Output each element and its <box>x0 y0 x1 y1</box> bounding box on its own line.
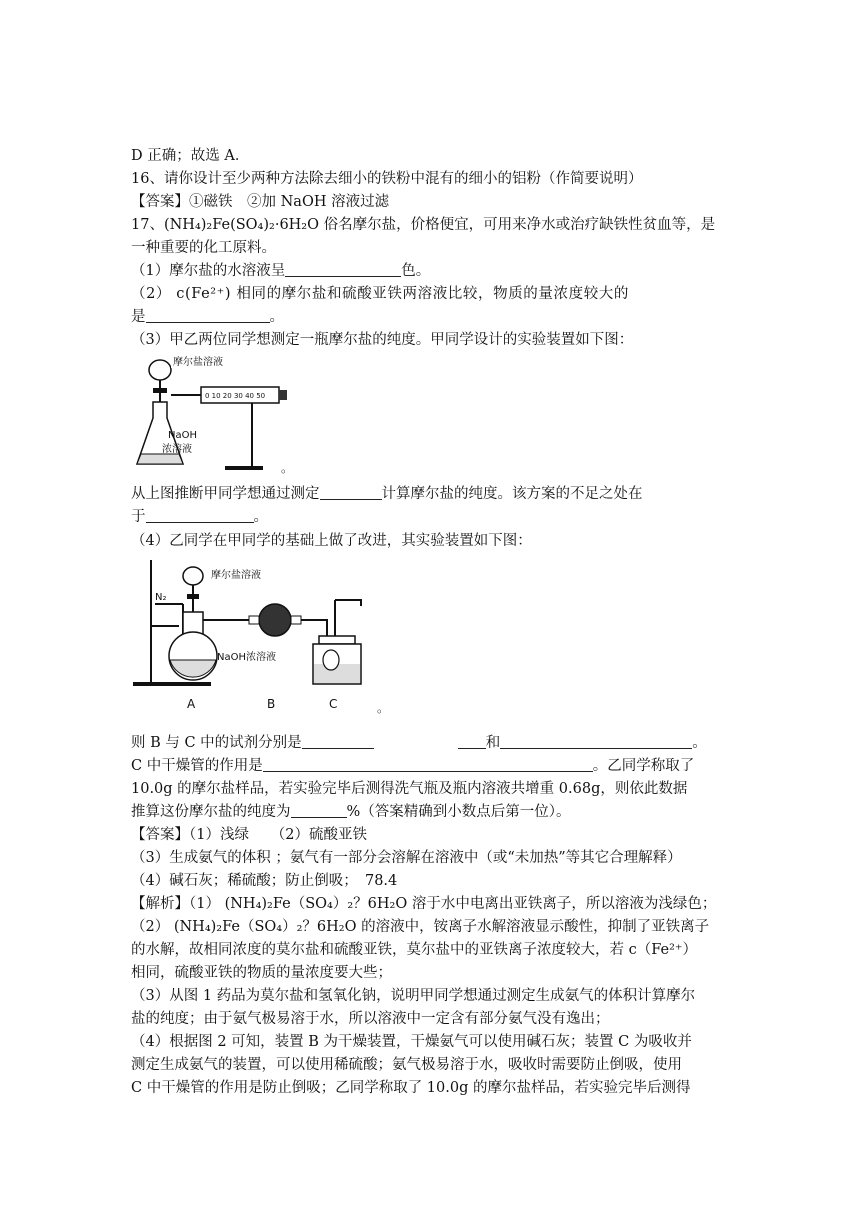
question-17-4-cont2 <box>131 756 731 776</box>
answer-blank[interactable] <box>302 734 374 749</box>
analysis-1: 【解析】（1） (NH₄)₂Fe（SO₄）₂？6H₂O 溶于水中电离出亚铁离子，所以溶液为浅绿色； <box>131 896 717 912</box>
question-17-3: （3）甲乙两位同学想测定一瓶摩尔盐的纯度。甲同学设计的实验装置如下图： <box>131 332 634 348</box>
drying-tube <box>259 604 291 636</box>
text-line: D 正确；故选 A． <box>131 148 250 164</box>
analysis-3: （3）从图 1 药品为莫尔盐和氢氧化钠，说明甲同学想通过测定生成氨气的体积计算摩尔 <box>131 988 696 1004</box>
drying-tube-end <box>249 616 259 624</box>
flask-liquid <box>137 454 183 464</box>
syringe-plunger <box>279 390 287 400</box>
text-line: 测定生成氨气的装置，可以使用稀硫酸；氨气极易溶于水，吸收时需要防止倒吸，使用 <box>131 1057 682 1073</box>
question-17-4-cont3 <box>131 802 731 822</box>
label-a: A <box>187 697 196 711</box>
analysis-4: （4）根据图 2 可知，装置 B 为干燥装置，干燥氨气可以使用碱石灰；装置 C 为吸收并 <box>131 1034 692 1050</box>
answer-blank[interactable] <box>291 803 347 818</box>
label-b: B <box>267 697 276 711</box>
text-segment: 。 <box>269 309 284 325</box>
analysis-2: （2） (NH₄)₂Fe（SO₄）₂？6H₂O 的溶液中，铵离子水解溶液显示酸性，抑制了亚铁离子 <box>131 919 710 935</box>
answer-16: 【答案】①磁铁 ②加 NaOH 溶液过滤 <box>131 194 390 210</box>
text-segment: 色。 <box>401 263 431 279</box>
answer-17-3: （3）生成氨气的体积 ；氨气有一部分会溶解在溶液中（或“未加热”等其它合理解释） <box>131 850 682 866</box>
label-mohr-salt: 摩尔盐溶液 <box>211 570 261 581</box>
question-17-4-cont <box>131 733 731 753</box>
question-16: 16、请你设计至少两种方法除去细小的铁粉中混有的细小的铝粉（作简要说明） <box>131 171 643 187</box>
label-c: C <box>329 697 338 711</box>
answer-blank[interactable] <box>146 508 254 523</box>
label-n2: N₂ <box>155 592 167 603</box>
answer-blank[interactable] <box>285 262 401 277</box>
answer-blank[interactable] <box>263 757 593 772</box>
apparatus-figure-1 <box>131 352 301 474</box>
separatory-funnel <box>149 360 171 380</box>
text-line: C 中干燥管的作用是防止倒吸；乙同学称取了 10.0g 的摩尔盐样品，若实验完毕后测得 <box>131 1080 691 1096</box>
text-segment: 计算摩尔盐的纯度。该方案的不足之处在 <box>381 486 643 502</box>
apparatus-figure-2 <box>131 556 391 714</box>
text-segment: 和 <box>485 735 501 751</box>
text-segment: 则 B 与 C 中的试剂分别是 <box>131 735 302 751</box>
answer-blank[interactable] <box>458 734 486 749</box>
answer-blank[interactable] <box>320 485 382 500</box>
flask-neck <box>183 612 203 634</box>
text-line: 10.0g 的摩尔盐样品，若实验完毕后测得洗气瓶及瓶内溶液共增重 0.68g，则依此数据 <box>131 781 688 797</box>
answer-blank[interactable] <box>500 734 692 749</box>
text-line: 一种重要的化工原料。 <box>131 240 276 256</box>
question-17-4: （4）乙同学在甲同学的基础上做了改进，其实验装置如下图： <box>131 533 532 549</box>
answer-17: 【答案】（1）浅绿 （2）硫酸亚铁 <box>131 827 367 843</box>
separatory-funnel <box>183 567 203 585</box>
figure-period: 。 <box>377 701 390 714</box>
funnel-stopcock <box>153 388 167 393</box>
text-segment: 。 <box>692 735 707 751</box>
text-segment: 是 <box>131 309 146 325</box>
question-17-1 <box>131 261 731 281</box>
funnel-stopcock <box>187 594 199 599</box>
text-segment: 。 <box>253 509 268 525</box>
question-17-3-cont <box>131 484 731 504</box>
question-17: 17、(NH₄)₂Fe(SO₄)₂·6H₂O 俗名摩尔盐，价格便宜，可用来净水或治疗缺铁性贫血等，是 <box>131 217 716 233</box>
question-17-2-cont <box>131 307 731 327</box>
text-segment: %（答案精确到小数点后第一位）。 <box>346 804 571 820</box>
text-segment: 从上图推断甲同学想通过测定 <box>131 486 320 502</box>
answer-blank[interactable] <box>146 308 270 323</box>
text-segment: （1）摩尔盐的水溶液呈 <box>131 263 286 279</box>
answer-17-4: （4）碱石灰；稀硫酸；防止倒吸； 78.4 <box>131 873 398 889</box>
label-concentrated: 浓溶液 <box>162 444 192 455</box>
text-segment: 于 <box>131 509 146 525</box>
syringe-scale: 0 10 20 30 40 50 <box>205 392 266 400</box>
text-segment: 推算这份摩尔盐的纯度为 <box>131 804 291 820</box>
label-naoh: NaOH浓溶液 <box>217 652 276 663</box>
question-17-2: （2） c(Fe²⁺) 相同的摩尔盐和硫酸亚铁两溶液比较，物质的量浓度较大的 <box>131 286 629 302</box>
bottle-stopper <box>319 636 355 644</box>
text-line: 盐的纯度；由于氨气极易溶于水，所以溶液中一定含有部分氨气没有逸出； <box>131 1011 610 1027</box>
figure-period: 。 <box>281 461 294 474</box>
question-17-3-cont2 <box>131 507 731 527</box>
inverted-funnel <box>323 650 339 670</box>
label-mohr-salt: 摩尔盐溶液 <box>173 357 223 368</box>
text-line: 的水解，故相同浓度的莫尔盐和硫酸亚铁，莫尔盐中的亚铁离子浓度较大，若 c（Fe²⁺） <box>131 942 698 958</box>
drying-tube-end <box>291 616 301 624</box>
text-segment: 。乙同学称取了 <box>592 758 695 774</box>
label-naoh: NaOH <box>168 430 197 441</box>
text-segment: C 中干燥管的作用是 <box>131 758 263 774</box>
text-line: 相同，硫酸亚铁的物质的量浓度要大些； <box>131 965 392 981</box>
